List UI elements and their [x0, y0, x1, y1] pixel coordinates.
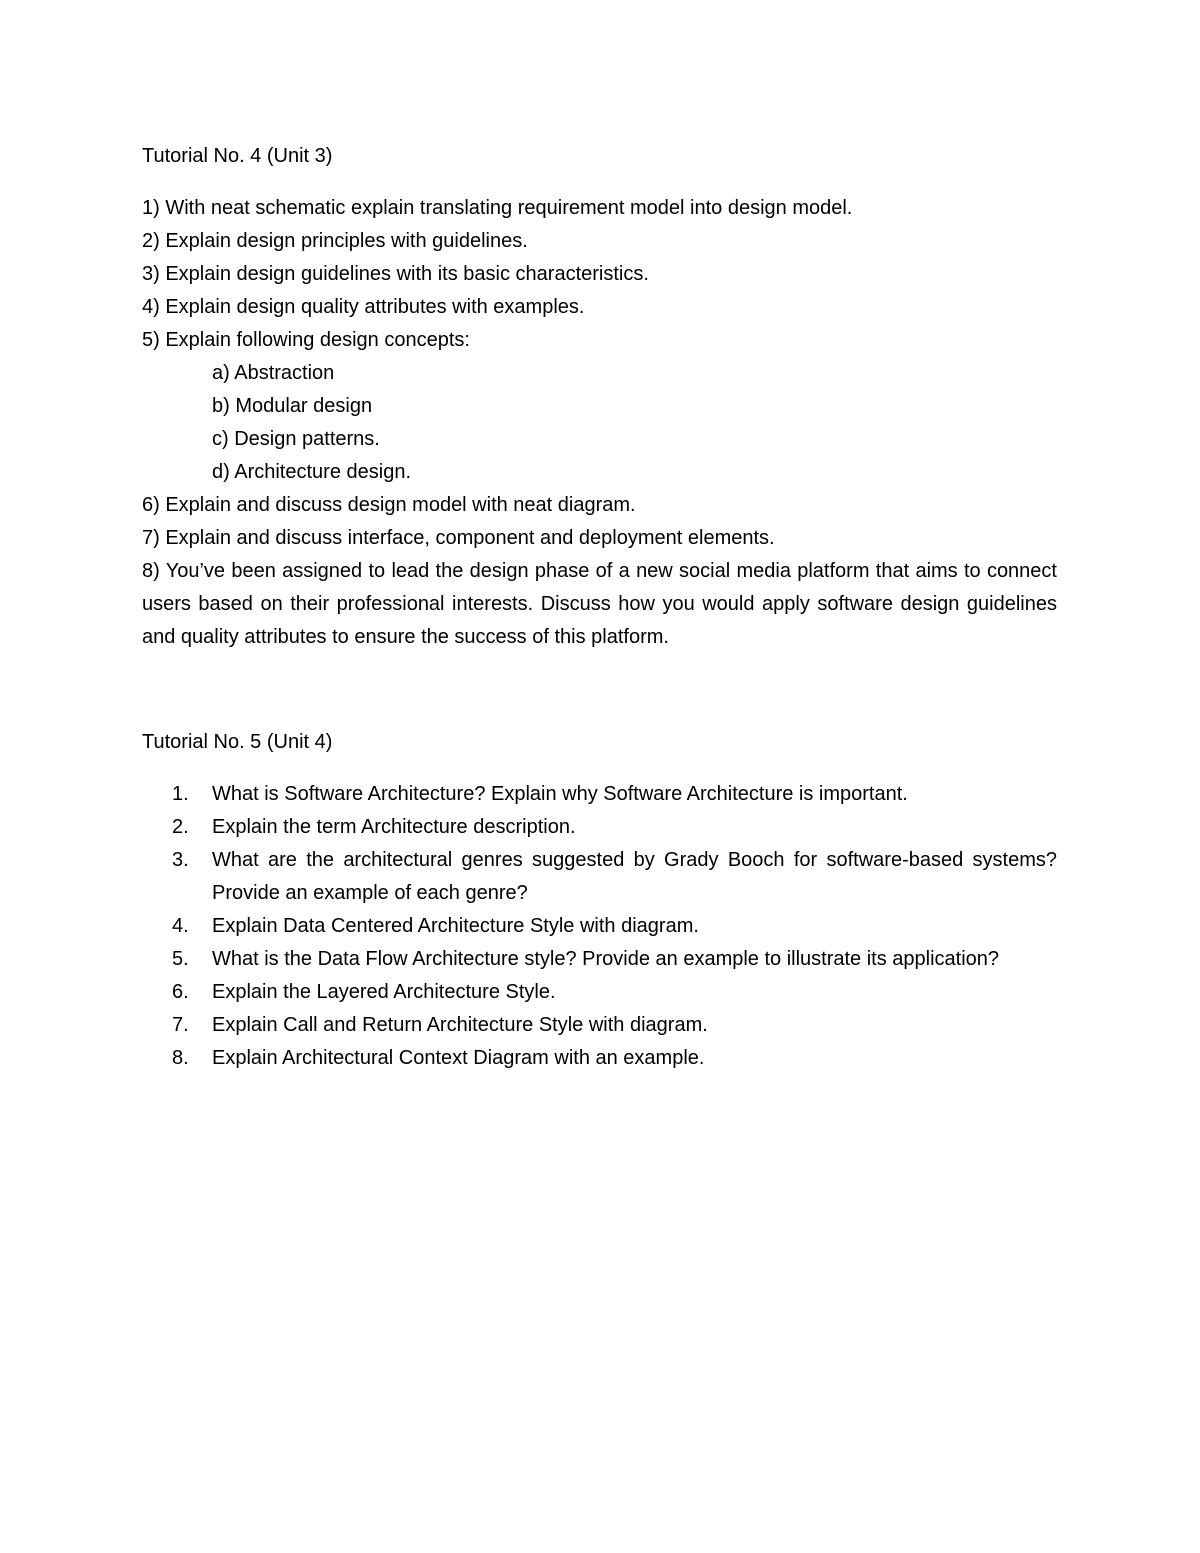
question-item: 4) Explain design quality attributes with examples. — [142, 296, 585, 318]
tutorial-5-title: Tutorial No. 5 (Unit 4) — [142, 731, 333, 753]
question-item: 5) Explain following design concepts: — [142, 329, 470, 351]
list-text: Explain the Layered Architecture Style. — [212, 981, 556, 1003]
list-item — [142, 811, 1057, 844]
question-item: 8) You’ve been assigned to lead the design phase of a new social media platform that aims to connect users based on their professional interests. Discuss how you would apply software design guidelines and quality attributes to ensure the success of this platform. — [142, 560, 1057, 648]
question-item: 6) Explain and discuss design model with neat diagram. — [142, 494, 636, 516]
list-item — [142, 1042, 1057, 1075]
tutorial-5-questions — [142, 778, 1057, 1075]
list-text: Explain the term Architecture description. — [212, 816, 576, 838]
sub-item: c) Design patterns. — [212, 428, 380, 450]
sub-item: b) Modular design — [212, 395, 373, 417]
list-text: Explain Data Centered Architecture Style with diagram. — [212, 915, 699, 937]
list-number: 6. — [172, 981, 189, 1003]
tutorial-4-questions — [142, 192, 1057, 654]
list-text: What is Software Architecture? Explain why Software Architecture is important. — [212, 783, 908, 805]
list-item — [142, 943, 1057, 976]
list-text: What are the architectural genres suggested by Grady Booch for software-based systems? Provide an example of each genre? — [212, 849, 1057, 904]
list-number: 5. — [172, 948, 189, 970]
list-text: What is the Data Flow Architecture style? Provide an example to illustrate its application? — [212, 948, 1000, 970]
list-number: 7. — [172, 1014, 189, 1036]
question-item: 3) Explain design guidelines with its basic characteristics. — [142, 263, 649, 285]
sub-item: a) Abstraction — [212, 362, 335, 384]
question-item: 7) Explain and discuss interface, component and deployment elements. — [142, 527, 775, 549]
list-number: 2. — [172, 816, 189, 838]
question-item: 2) Explain design principles with guidelines. — [142, 230, 528, 252]
list-item — [142, 844, 1057, 910]
question-item: 1) With neat schematic explain translating requirement model into design model. — [142, 197, 853, 219]
list-number: 4. — [172, 915, 189, 937]
list-item — [142, 910, 1057, 943]
list-text: Explain Architectural Context Diagram with an example. — [212, 1047, 705, 1069]
list-item — [142, 1009, 1057, 1042]
sub-item: d) Architecture design. — [212, 461, 411, 483]
list-item — [142, 976, 1057, 1009]
list-number: 3. — [172, 849, 189, 871]
list-text: Explain Call and Return Architecture Style with diagram. — [212, 1014, 708, 1036]
list-number: 8. — [172, 1047, 189, 1069]
tutorial-4-title: Tutorial No. 4 (Unit 3) — [142, 145, 333, 167]
list-item — [142, 778, 1057, 811]
list-number: 1. — [172, 783, 189, 805]
